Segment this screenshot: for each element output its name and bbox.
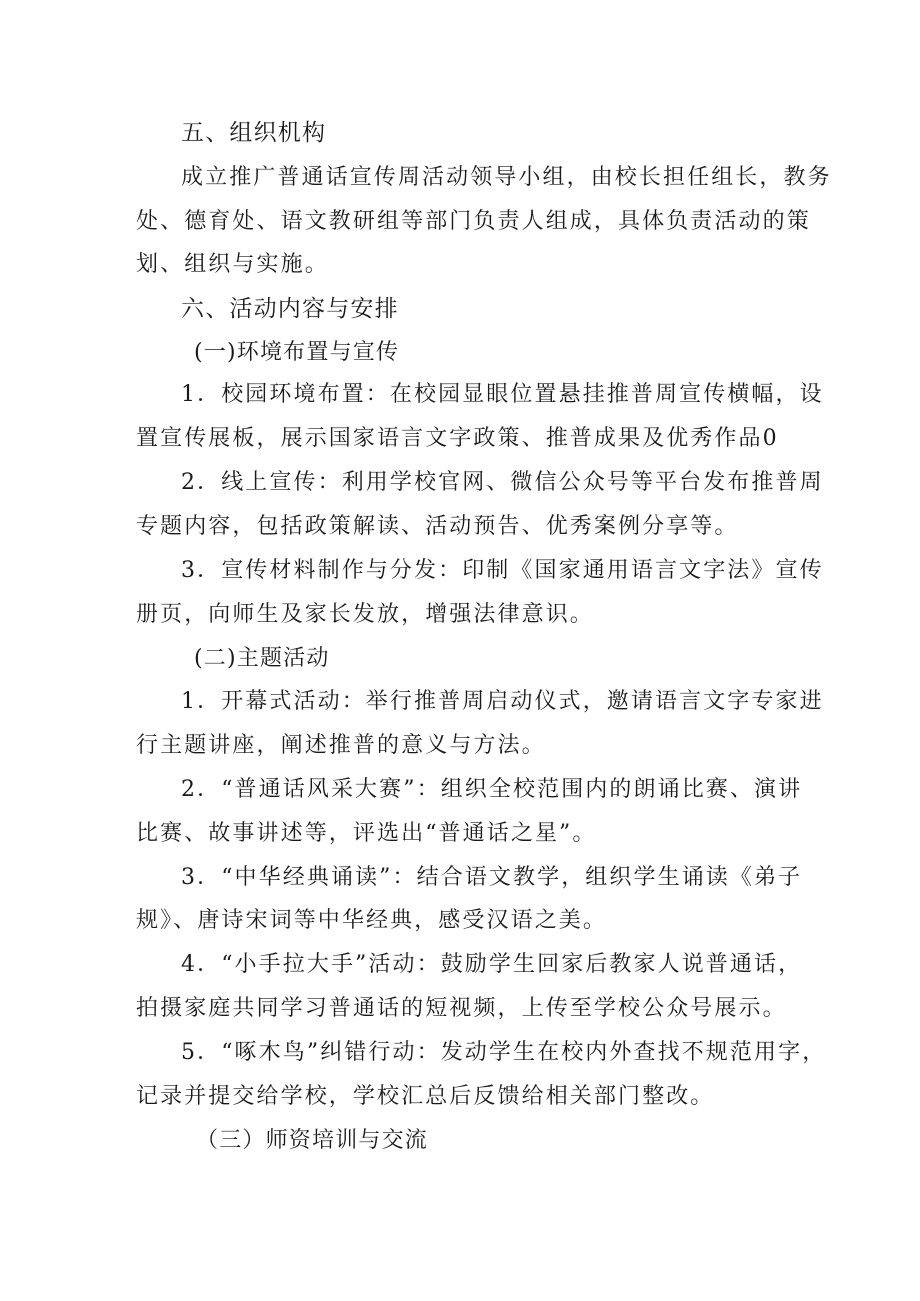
paragraph-line: 成立推广普通话宣传周活动领导小组，由校长担任组长，教务 [181, 165, 832, 190]
paragraph-line: 记录并提交给学校，学校汇总后反馈给相关部门整改。 [136, 1084, 715, 1109]
paragraph-line: 5．“啄木鸟”纠错行动：发动学生在校内外查找不规范用字， [181, 1040, 827, 1065]
paragraph-line: 1．开幕式活动：举行推普周启动仪式，邀请语言文字专家进 [181, 689, 824, 714]
paragraph-line: 册页，向师生及家长发放，增强法律意识。 [136, 602, 594, 627]
paragraph-line: 规》、唐诗宋词等中华经典，感受汉语之美。 [136, 908, 608, 933]
paragraph-line: 划、组织与实施。 [136, 252, 329, 277]
paragraph-line: 2．线上宣传：利用学校官网、微信公众号等平台发布推普周 [181, 470, 824, 495]
paragraph-line: 1．校园环境布置：在校园显眼位置悬挂推普周宣传横幅，设 [181, 382, 824, 407]
paragraph-line: 2．“普通话风采大赛”：组织全校范围内的朗诵比赛、演讲 [181, 777, 803, 802]
paragraph-line: 3．宣传材料制作与分发：印制《国家通用语言文字法》宣传 [181, 558, 824, 583]
subsection-heading: （三）师资培训与交流 [196, 1128, 429, 1153]
paragraph-line: 处、德育处、语文教研组等部门负责人组成，具体负责活动的策 [136, 209, 811, 234]
paragraph-line: 比赛、故事讲述等，评选出“普通话之星”。 [136, 821, 597, 846]
subsection-heading: (二)主题活动 [194, 646, 330, 671]
paragraph-line: 置宣传展板，展示国家语言文字政策、推普成果及优秀作品0 [136, 426, 779, 451]
paragraph-line: 专题内容，包括政策解读、活动预告、优秀案例分享等。 [136, 514, 739, 539]
paragraph-line: 行主题讲座，阐述推普的意义与方法。 [136, 733, 546, 758]
subsection-heading: (一)环境布置与宣传 [194, 340, 400, 365]
paragraph-line: 4．“小手拉大手”活动：鼓励学生回家后教家人说普通话， [181, 952, 803, 977]
paragraph-line: 拍摄家庭共同学习普通话的短视频，上传至学校公众号展示。 [136, 996, 787, 1021]
paragraph-line: 3．“中华经典诵读”：结合语文教学，组织学生诵读《弟子 [181, 865, 803, 890]
section-heading: 六、活动内容与安排 [181, 296, 399, 322]
section-heading: 五、组织机构 [181, 120, 327, 146]
